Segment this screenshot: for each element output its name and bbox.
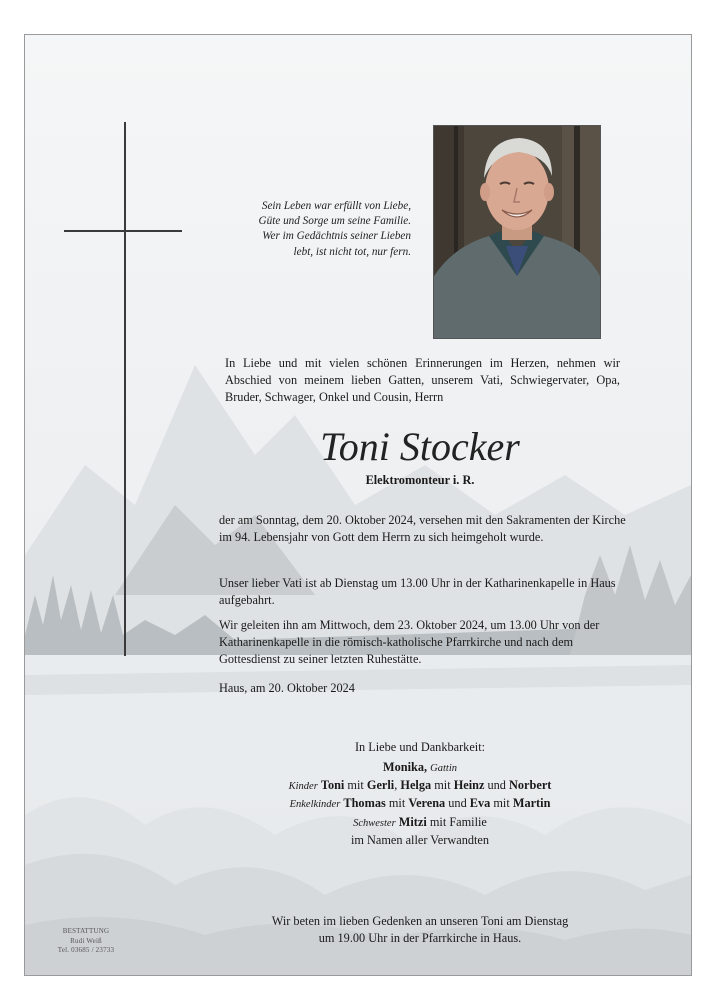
mourner-wife — [205, 758, 635, 778]
prayer-line: um 19.00 Uhr in der Pfarrkirche in Haus. — [318, 931, 522, 945]
grandchild-name: Verena — [408, 796, 446, 810]
connector: , — [394, 778, 401, 792]
sister-rest: mit Familie — [429, 815, 487, 829]
prayer-announcement — [205, 913, 635, 947]
connector: und — [484, 778, 510, 792]
children-label: Kinder — [288, 781, 318, 792]
stamp-line: BESTATTUNG — [62, 927, 110, 935]
death-announcement: der am Sonntag, dem 20. Oktober 2024, versehen mit den Sakramenten der Kirche im 94. Lebensjahr von Gott dem Herrn zu sich heimgeholt wurde. — [219, 513, 626, 544]
mourner-sister — [205, 813, 635, 833]
child-name: Heinz — [453, 778, 485, 792]
viewing-info: Unser lieber Vati ist ab Dienstag um 13.00 Uhr in der Katharinenkapelle in Haus aufgebahrt. — [219, 576, 616, 607]
prayer-line: Wir beten im lieben Gedenken an unseren Toni am Dienstag — [271, 914, 569, 928]
funeral-home-stamp — [51, 927, 121, 956]
grandchild-name: Eva — [469, 796, 491, 810]
sister-name: Mitzi — [398, 815, 427, 829]
quote-line: Güte und Sorge um seine Familie. — [258, 215, 411, 228]
wife-name: Monika, — [383, 760, 428, 774]
child-name: Gerli — [366, 778, 395, 792]
connector: mit — [490, 796, 513, 810]
cross-horizontal-bar — [64, 230, 182, 232]
intro-text: In Liebe und mit vielen schönen Erinnerungen im Herzen, nehmen wir Abschied von meinem lieben Gatten, unserem Vati, Schwiegervater, Opa, Bruder, Schwager, Onkel und Cousin, Herrn — [225, 356, 620, 404]
wife-role: Gattin — [430, 763, 457, 774]
connector: und — [445, 796, 470, 810]
quote-line: Wer im Gedächtnis seiner Lieben — [262, 230, 411, 243]
portrait-image — [434, 126, 600, 338]
quote-line: lebt, ist nicht tot, nur fern. — [293, 245, 411, 258]
stamp-line: Tel. 03685 / 23733 — [57, 946, 115, 954]
stamp-line: Rudi Weiß — [70, 936, 102, 945]
cross-vertical-bar — [124, 122, 126, 656]
child-name: Helga — [400, 778, 432, 792]
grandchild-name: Thomas — [343, 796, 386, 810]
grandchild-name: Martin — [512, 796, 551, 810]
connector: mit — [385, 796, 409, 810]
deceased-name: Toni Stocker — [320, 424, 520, 469]
place-date: Haus, am 20. Oktober 2024 — [219, 681, 355, 695]
connector: mit — [431, 778, 454, 792]
grandchildren-label: Enkelkinder — [289, 799, 341, 810]
obituary-card — [24, 34, 692, 976]
connector: mit — [344, 778, 367, 792]
child-name: Toni — [320, 778, 345, 792]
funeral-info: Wir geleiten ihn am Mittwoch, dem 23. Oktober 2024, um 13.00 Uhr von der Katharinenkapelle in die römisch-katholische Pfarrkirche und nach dem Gottesdienst zu seiner letzten Ruhestätte. — [219, 618, 600, 666]
portrait-photo — [433, 125, 601, 339]
mourners-heading: In Liebe und Dankbarkeit: — [354, 740, 486, 754]
memorial-quote — [171, 199, 411, 260]
quote-line: Sein Leben war erfüllt von Liebe, — [261, 200, 411, 212]
child-name: Norbert — [509, 778, 552, 792]
mourner-grandchildren — [205, 794, 635, 814]
deceased-title: Elektromonteur i. R. — [365, 473, 475, 487]
sister-label: Schwester — [353, 818, 396, 829]
mourners-closing: im Namen aller Verwandten — [350, 833, 490, 847]
mourner-children — [205, 776, 635, 796]
